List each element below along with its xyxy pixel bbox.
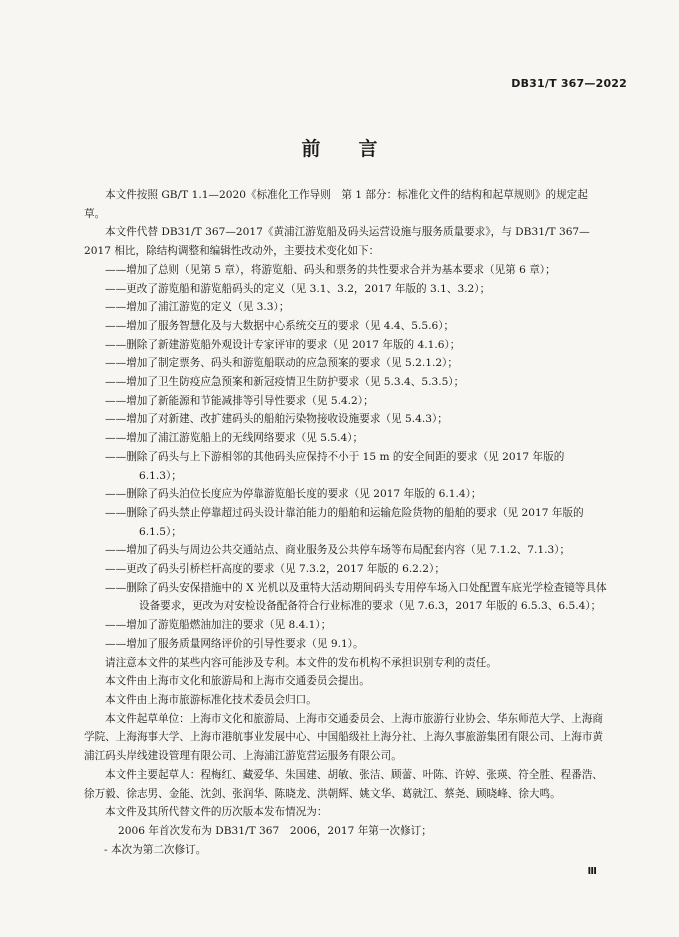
change-list [84, 261, 608, 654]
change-item: ——删除了码头禁止停靠超过码头设计靠泊能力的船舶和运输危险货物的船舶的要求（见 2017 年版的 6.1.5）； [105, 506, 584, 538]
foreword-body [84, 186, 608, 859]
change-item: ——增加了游览船燃油加注的要求（见 8.4.1）； [105, 619, 332, 632]
title-char-1: 前 [301, 138, 321, 160]
history-item: 2006 年首次发布为 DB31/T 367 2006，2017 年第一次修订； [118, 824, 432, 837]
replace-statement: 本文件代替 DB31/T 367—2017《黄浦江游览船及码头运营设施与服务质量要求》，与 DB31/T 367—2017 相比，除结构调整和编辑性改动外，主要技术变化如下： [84, 226, 590, 258]
change-item: ——增加了新能源和节能减排等引导性要求（见 5.4.2）； [105, 394, 374, 407]
change-item: ——增加了浦江游览船上的无线网络要求（见 5.5.4）； [105, 432, 364, 445]
page-number: Ⅲ [587, 866, 597, 877]
drafting-units: 本文件起草单位：上海市文化和旅游局、上海市交通委员会、上海市旅游行业协会、华东师范大学、上海商学院、上海海事大学、上海市港航事业发展中心、中国船级社上海分社、上海久事旅游集团有限公司、上海市黄浦江码头岸线建设管理有限公司、上海浦江游览营运服务有限公司。 [84, 712, 604, 763]
change-item: ——增加了对新建、改扩建码头的船舶污染物接收设施要求（见 5.4.3）； [105, 413, 448, 426]
change-item: ——更改了游览船和游览船码头的定义（见 3.1、3.2，2017 年版的 3.1、3.2）； [105, 282, 491, 295]
change-item: ——增加了服务智慧化及与大数据中心系统交互的要求（见 4.4、5.5.6）； [105, 319, 455, 332]
change-item: ——更改了码头引桥栏杆高度的要求（见 7.3.2，2017 年版的 6.2.2）； [105, 563, 445, 576]
proposer-statement: 本文件由上海市文化和旅游局和上海市交通委员会提出。 [105, 675, 370, 688]
document-code: DB31/T 367—2022 [511, 77, 627, 90]
centralized-statement: 本文件由上海市旅游标准化技术委员会归口。 [105, 693, 317, 706]
change-item: ——增加了服务质量网络评价的引导性要求（见 9.1）。 [105, 637, 364, 650]
change-item: ——增加了总则（见第 5 章），将游览船、码头和票务的共性要求合并为基本要求（见第 6 章）； [105, 263, 556, 276]
history-item: - 本次为第二次修订。 [104, 843, 207, 856]
change-item: ——删除了码头安保措施中的 X 光机以及重特大活动期间码头专用停车场入口处配置车底光学检查镜等具体设备要求，更改为对安检设备配备符合行业标准的要求（见 7.6.3，2017 年版的 6.5.3、6.5.4）； [105, 581, 607, 613]
history-intro: 本文件及其所代替文件的历次版本发布情况为： [105, 806, 328, 819]
change-item: ——增加了浦江游览的定义（见 3.3）； [105, 301, 290, 314]
change-item: ——删除了新建游览船外观设计专家评审的要求（见 2017 年版的 4.1.6）； [105, 338, 461, 351]
change-item: ——删除了码头与上下游相邻的其他码头应保持不小于 15 m 的安全间距的要求（见 2017 年版的 6.1.3）； [105, 450, 565, 482]
patent-notice: 请注意本文件的某些内容可能涉及专利。本文件的发布机构不承担识别专利的责任。 [105, 656, 497, 669]
intro-paragraph: 本文件按照 GB/T 1.1—2020《标准化工作导则 第 1 部分：标准化文件的结构和起草规则》的规定起草。 [84, 189, 588, 220]
title-char-2: 言 [358, 138, 378, 160]
change-item: ——删除了码头泊位长度应为停靠游览船长度的要求（见 2017 年版的 6.1.4）； [105, 488, 482, 501]
change-item: ——增加了码头与周边公共交通站点、商业服务及公共停车场等布局配套内容（见 7.1.2、7.1.3）； [105, 544, 571, 557]
change-item: ——增加了制定票务、码头和游览船联动的应急预案的要求（见 5.2.1.2）； [105, 357, 458, 370]
change-item: ——增加了卫生防疫应急预案和新冠疫情卫生防护要求（见 5.3.4、5.3.5）； [105, 376, 465, 389]
page-title [0, 134, 679, 161]
drafters: 本文件主要起草人：程梅红、藏爱华、朱国建、胡敏、张洁、顾蕾、叶陈、许婷、张瑛、符全胜、程番浩、徐万毅、徐志男、金能、沈剑、张润华、陈晓龙、洪朝辉、姚文华、葛就江、蔡尧、顾晓峰、徐大鸣。 [84, 768, 603, 800]
